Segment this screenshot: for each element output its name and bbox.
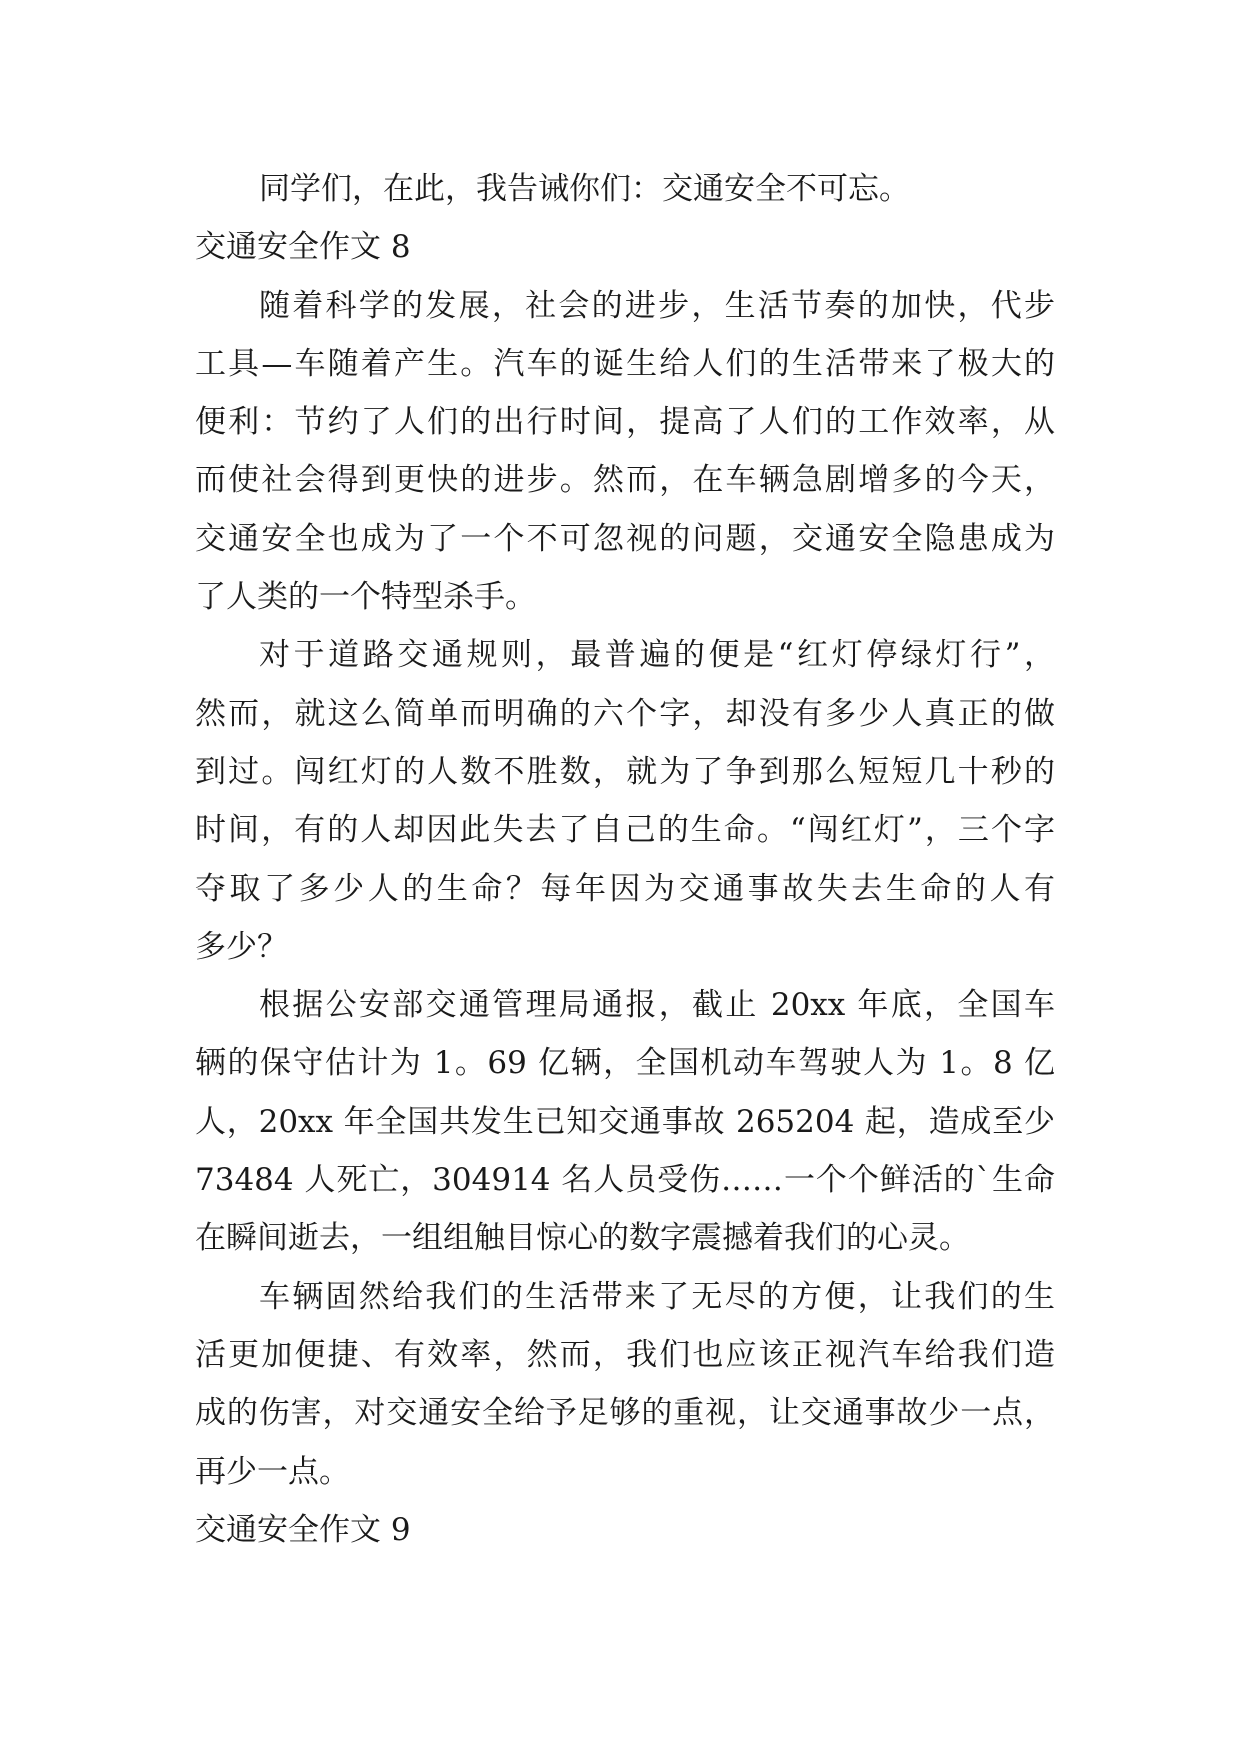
- closing-line: 同学们，在此，我告诫你们：交通安全不可忘。: [259, 171, 910, 207]
- paragraph-line: 时间，有的人却因此失去了自己的生命。“闯红灯”，三个字: [195, 812, 1055, 849]
- paragraph-line: 根据公安部交通管理局通报，截止 20xx 年底，全国车: [259, 987, 1055, 1024]
- paragraph-line: 再少一点。: [195, 1453, 350, 1490]
- paragraph-line: 活更加便捷、有效率，然而，我们也应该正视汽车给我们造: [195, 1336, 1055, 1373]
- paragraph-line: 辆的保守估计为 1。69 亿辆，全国机动车驾驶人为 1。8 亿: [195, 1045, 1055, 1082]
- paragraph-line: 多少？: [195, 928, 288, 965]
- paragraph-line: 了人类的一个特型杀手。: [195, 579, 536, 616]
- paragraph-line: 交通安全也成为了一个不可忽视的问题，交通安全隐患成为: [195, 520, 1055, 557]
- essay-heading-8: 交通安全作文 8: [195, 229, 411, 266]
- paragraph-line: 在瞬间逝去，一组组触目惊心的数字震撼着我们的心灵。: [195, 1220, 970, 1257]
- paragraph-line: 随着科学的发展，社会的进步，生活节奏的加快，代步: [259, 287, 1055, 324]
- document-page: [195, 160, 1055, 1559]
- paragraph-line: 73484 人死亡，304914 名人员受伤……一个个鲜活的`生命: [195, 1162, 1055, 1199]
- paragraph-3: [195, 976, 1055, 1267]
- paragraph-line: 成的伤害，对交通安全给予足够的重视，让交通事故少一点，: [195, 1395, 1055, 1432]
- paragraph-line: 夺取了多少人的生命？每年因为交通事故失去生命的人有: [195, 870, 1055, 907]
- paragraph-line: 而使社会得到更快的进步。然而，在车辆急剧增多的今天，: [195, 462, 1055, 499]
- paragraph-line: 然而，就这么简单而明确的六个字，却没有多少人真正的做: [195, 695, 1055, 732]
- paragraph-4: [195, 1268, 1055, 1501]
- paragraph-line: 到过。闯红灯的人数不胜数，就为了争到那么短短几十秒的: [195, 753, 1055, 790]
- paragraph-line: 对于道路交通规则，最普遍的便是“红灯停绿灯行”，: [259, 637, 1055, 674]
- paragraph-line: 人，20xx 年全国共发生已知交通事故 265204 起，造成至少: [195, 1103, 1055, 1140]
- paragraph-1: [195, 277, 1055, 627]
- paragraph-line: 便利：节约了人们的出行时间，提高了人们的工作效率，从: [195, 404, 1055, 441]
- paragraph-2: [195, 626, 1055, 976]
- essay-heading-9: 交通安全作文 9: [195, 1511, 411, 1548]
- paragraph-line: 车辆固然给我们的生活带来了无尽的方便，让我们的生: [259, 1278, 1055, 1315]
- paragraph-line: 工具—车随着产生。汽车的诞生给人们的生活带来了极大的: [195, 345, 1055, 382]
